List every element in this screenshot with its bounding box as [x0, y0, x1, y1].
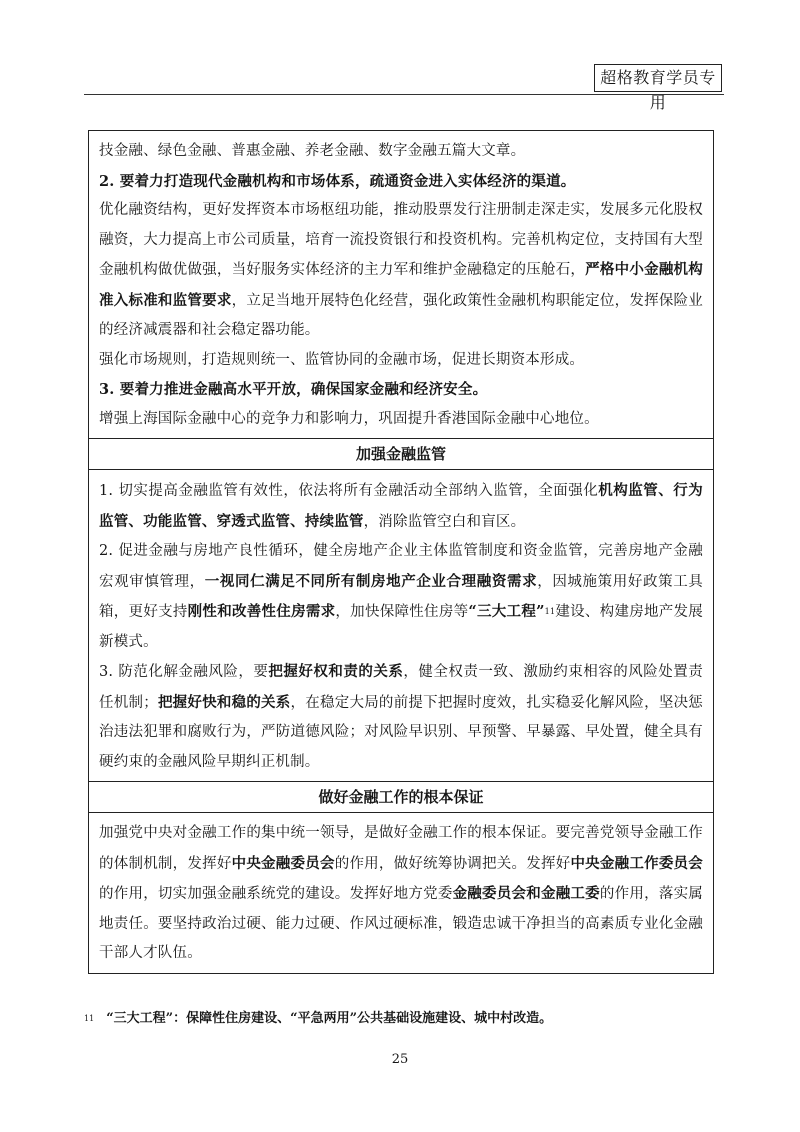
text-run: 的作用，做好统筹协调把关。发挥好: [334, 855, 571, 872]
text-run: ，健全权责一致、激励约束相容的风险处置责任机制；: [99, 664, 703, 711]
paragraph-market-rules: 强化市场规则，打造规则统一、监管协同的金融市场，促进长期资本形成。: [99, 351, 585, 368]
header-rule: [84, 94, 724, 95]
text-run-bold: 把握好快和稳的关系: [157, 693, 291, 711]
text-run: 3. 防范化解金融风险，要: [99, 664, 269, 680]
section-supervision: [89, 469, 713, 781]
section-title-supervision: 加强金融监管: [89, 438, 713, 469]
header-badge: 超格教育学员专用: [594, 64, 722, 92]
paragraph-financial-centers: 增强上海国际金融中心的竞争力和影响力，巩固提升香港国际金融中心地位。: [99, 410, 599, 427]
paragraph-financing-structure: [99, 196, 703, 346]
text-run: 的作用，落实属地责任。要坚持政治过硬、能力过硬、作风过硬标准，锻造忠诚干净担当的高素质专业化金融干部人才队伍。: [99, 886, 703, 961]
text-run-bold: 一视同仁满足不同所有制房地产企业合理融资需求: [204, 572, 538, 590]
text-run: ，立足当地开展特色化经营，强化政策性金融机构职能定位，发挥保险业的经济减震器和社会稳定器功能。: [99, 292, 703, 338]
text-run-bold: 把握好权和责的关系: [268, 663, 404, 680]
section-title-guarantee: 做好金融工作的根本保证: [89, 781, 713, 812]
footnote: [84, 1008, 552, 1030]
text-run-bold: 机构监管、行为监管、功能监管、穿透式监管、持续监管: [99, 482, 703, 530]
text-run: ，加快保障性住房等: [335, 604, 469, 620]
content-box: [88, 130, 714, 974]
footnote-reference: 11: [544, 607, 556, 616]
text-run: 加强党中央对金融工作的集中统一领导，是做好金融工作的根本保证。要完善党领导金融工作的体制机制，发挥好: [99, 825, 703, 872]
text-run-bold: 中央金融工作委员会: [570, 854, 703, 872]
paragraph-supervision-effectiveness: [99, 476, 703, 537]
footnote-text: “三大工程”：保障性住房建设、“平急两用”公共基础设施建设、城中村改造。: [106, 1011, 553, 1026]
text-run: ，在稳定大局的前提下把握时度效，扎实稳妥化解风险，坚决惩治违法犯罪和腐败行为，严防道德风险；对风险早识别、早预警、早暴露、早处置，健全具有硬约束的金融风险早期纠正机制。: [99, 694, 703, 770]
section-finance-system: [89, 131, 713, 438]
text-run-bold: “三大工程”: [468, 603, 545, 620]
paragraph-party-leadership: [99, 819, 703, 969]
text-run-bold: 刚性和改善性住房需求: [187, 603, 336, 620]
text-run: ，消除监管空白和盲区。: [363, 513, 526, 530]
text-run-bold: 严格中小金融机构准入标准和监管要求: [99, 261, 703, 309]
text-run: 1. 切实提高金融监管有效性，依法将所有金融活动全部纳入监管，全面强化: [99, 483, 599, 499]
section-guarantee: [89, 812, 713, 973]
paragraph-real-estate: [99, 537, 703, 657]
text-run: ，因城施策用好政策工具箱，更好支持: [99, 573, 704, 620]
text-run: 的作用，切实加强金融系统党的建设。发挥好地方党委: [99, 886, 453, 902]
paragraph-five-articles: 技金融、绿色金融、普惠金融、养老金融、数字金融五篇大文章。: [99, 143, 526, 159]
text-run: 2. 促进金融与房地产良性循环，健全房地产企业主体监管制度和资金监管，完善房地产金融宏观审慎管理，: [99, 543, 703, 590]
text-run: 建设、构建房地产发展新模式。: [99, 604, 703, 650]
paragraph-risk-prevention: [99, 657, 703, 777]
text-run: 优化融资结构，更好发挥资本市场枢纽功能，推动股票发行注册制走深走实，发展多元化股权融资，大力提高上市公司质量，培育一流投资银行和投资机构。完善机构定位，支持国有大型金融机构做优做强，当好服务实体经济的主力军和维护金融稳定的压舱石，: [99, 202, 703, 278]
text-run-bold: 金融委员会和金融工委: [452, 885, 600, 902]
page-number: 25: [391, 1052, 409, 1067]
footnote-marker: 11: [84, 1014, 95, 1023]
heading-modern-institutions: 2. 要着力打造现代金融机构和市场体系，疏通资金进入实体经济的渠道。: [99, 172, 576, 190]
text-run-bold: 中央金融委员会: [231, 854, 335, 872]
heading-financial-opening: 3. 要着力推进金融高水平开放，确保国家金融和经济安全。: [99, 381, 488, 398]
